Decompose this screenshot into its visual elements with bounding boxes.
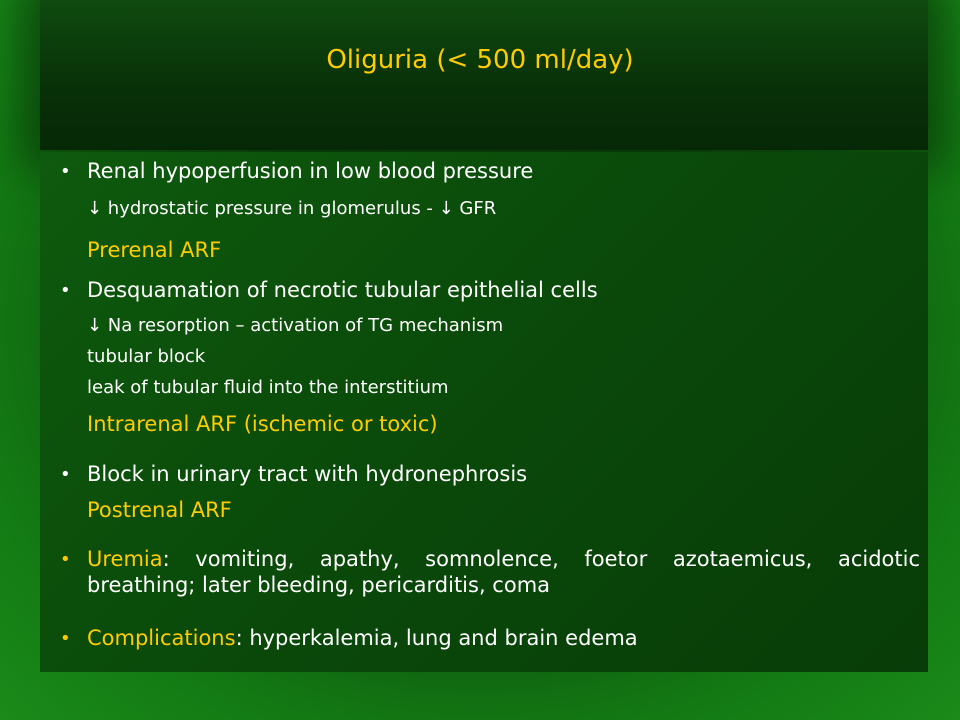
bullet-text: Desquamation of necrotic tubular epithelial cells [87, 278, 598, 302]
bullet-text [87, 625, 920, 651]
bullet-text [87, 546, 920, 598]
conclusion-text: Intrarenal ARF (ischemic or toxic) [87, 412, 438, 436]
sub-text: tubular block [87, 346, 206, 367]
term-description: : hyperkalemia, lung and brain edema [235, 626, 638, 650]
term-description: : vomiting, apathy, somnolence, foetor azotaemicus, acidotic breathing; later bleeding, pericarditis, coma [87, 547, 920, 597]
bullet-icon: • [60, 161, 71, 182]
bullet-text: Renal hypoperfusion in low blood pressure [87, 159, 534, 183]
conclusion-text: Postrenal ARF [87, 498, 232, 522]
sub-text: leak of tubular fluid into the interstitium [87, 377, 449, 398]
term-label: Complications [87, 626, 236, 650]
content-panel [40, 152, 928, 672]
bullet-icon: • [60, 628, 71, 649]
conclusion-text: Prerenal ARF [87, 238, 222, 262]
sub-text: ↓ hydrostatic pressure in glomerulus - ↓ GFR [87, 198, 497, 219]
bullet-icon: • [60, 549, 71, 570]
bullet-icon: • [60, 280, 71, 301]
bullet-text: Block in urinary tract with hydronephrosis [87, 462, 528, 486]
sub-text: ↓ Na resorption – activation of TG mechanism [87, 315, 504, 336]
term-label: Uremia [87, 547, 163, 571]
bullet-icon: • [60, 464, 71, 485]
slide-title: Oliguria (< 500 ml/day) [326, 45, 634, 75]
